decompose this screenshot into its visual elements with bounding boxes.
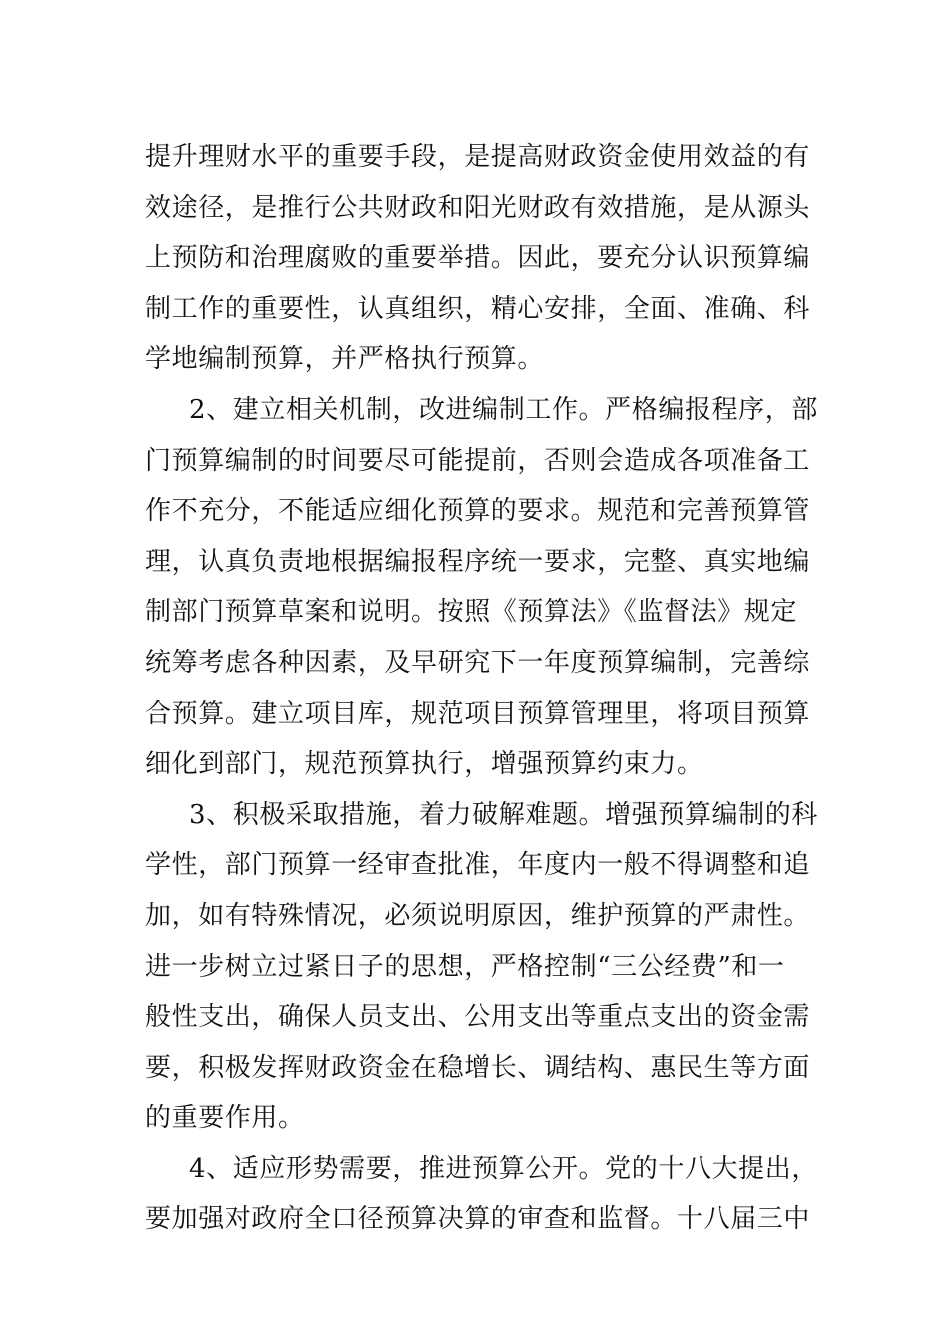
paragraph-3 (145, 790, 818, 1144)
text-line: 门预算编制的时间要尽可能提前，否则会造成各项准备工 (145, 445, 811, 476)
text-line: 作不充分，不能适应细化预算的要求。规范和完善预算管 (145, 496, 811, 527)
text-line: 效途径，是推行公共财政和阳光财政有效措施，是从源头 (145, 192, 811, 223)
document-body (145, 132, 818, 1245)
text-line: 统筹考虑各种因素，及早研究下一年度预算编制，完善综 (145, 647, 811, 678)
text-line: 细化到部门，规范预算执行，增强预算约束力。 (145, 749, 704, 780)
text-line: 的重要作用。 (145, 1103, 305, 1134)
text-line: 理，认真负责地根据编报程序统一要求，完整、真实地编 (145, 546, 811, 577)
text-line: 合预算。建立项目库，规范项目预算管理里，将项目预算 (145, 698, 811, 729)
text-line: 3、积极采取措施，着力破解难题。增强预算编制的科 (189, 799, 818, 830)
text-line: 2、建立相关机制，改进编制工作。严格编报程序，部 (189, 394, 818, 425)
text-line: 要加强对政府全口径预算决算的审查和监督。十八届三中 (145, 1204, 811, 1235)
text-line: 制部门预算草案和说明。按照《预算法》《监督法》规定 (145, 597, 798, 628)
paragraph-1 (145, 132, 810, 385)
text-line: 学地编制预算，并严格执行预算。 (145, 344, 545, 375)
paragraph-2 (145, 385, 818, 790)
text-line: 上预防和治理腐败的重要举措。因此，要充分认识预算编 (145, 243, 811, 274)
text-line: 提升理财水平的重要手段，是提高财政资金使用效益的有 (145, 142, 811, 172)
text-line: 4、适应形势需要，推进预算公开。党的十八大提出， (189, 1153, 818, 1184)
text-line: 制工作的重要性，认真组织，精心安排，全面、准确、科 (145, 293, 811, 324)
text-line: 般性支出，确保人员支出、公用支出等重点支出的资金需 (145, 1002, 811, 1033)
text-line: 要，积极发挥财政资金在稳增长、调结构、惠民生等方面 (145, 1052, 811, 1083)
paragraph-4 (145, 1144, 818, 1245)
text-line: 加，如有特殊情况，必须说明原因，维护预算的严肃性。 (145, 900, 811, 931)
text-line: 学性，部门预算一经审查批准，年度内一般不得调整和追 (145, 850, 811, 881)
text-line: 进一步树立过紧日子的思想，严格控制“三公经费”和一 (145, 951, 785, 982)
